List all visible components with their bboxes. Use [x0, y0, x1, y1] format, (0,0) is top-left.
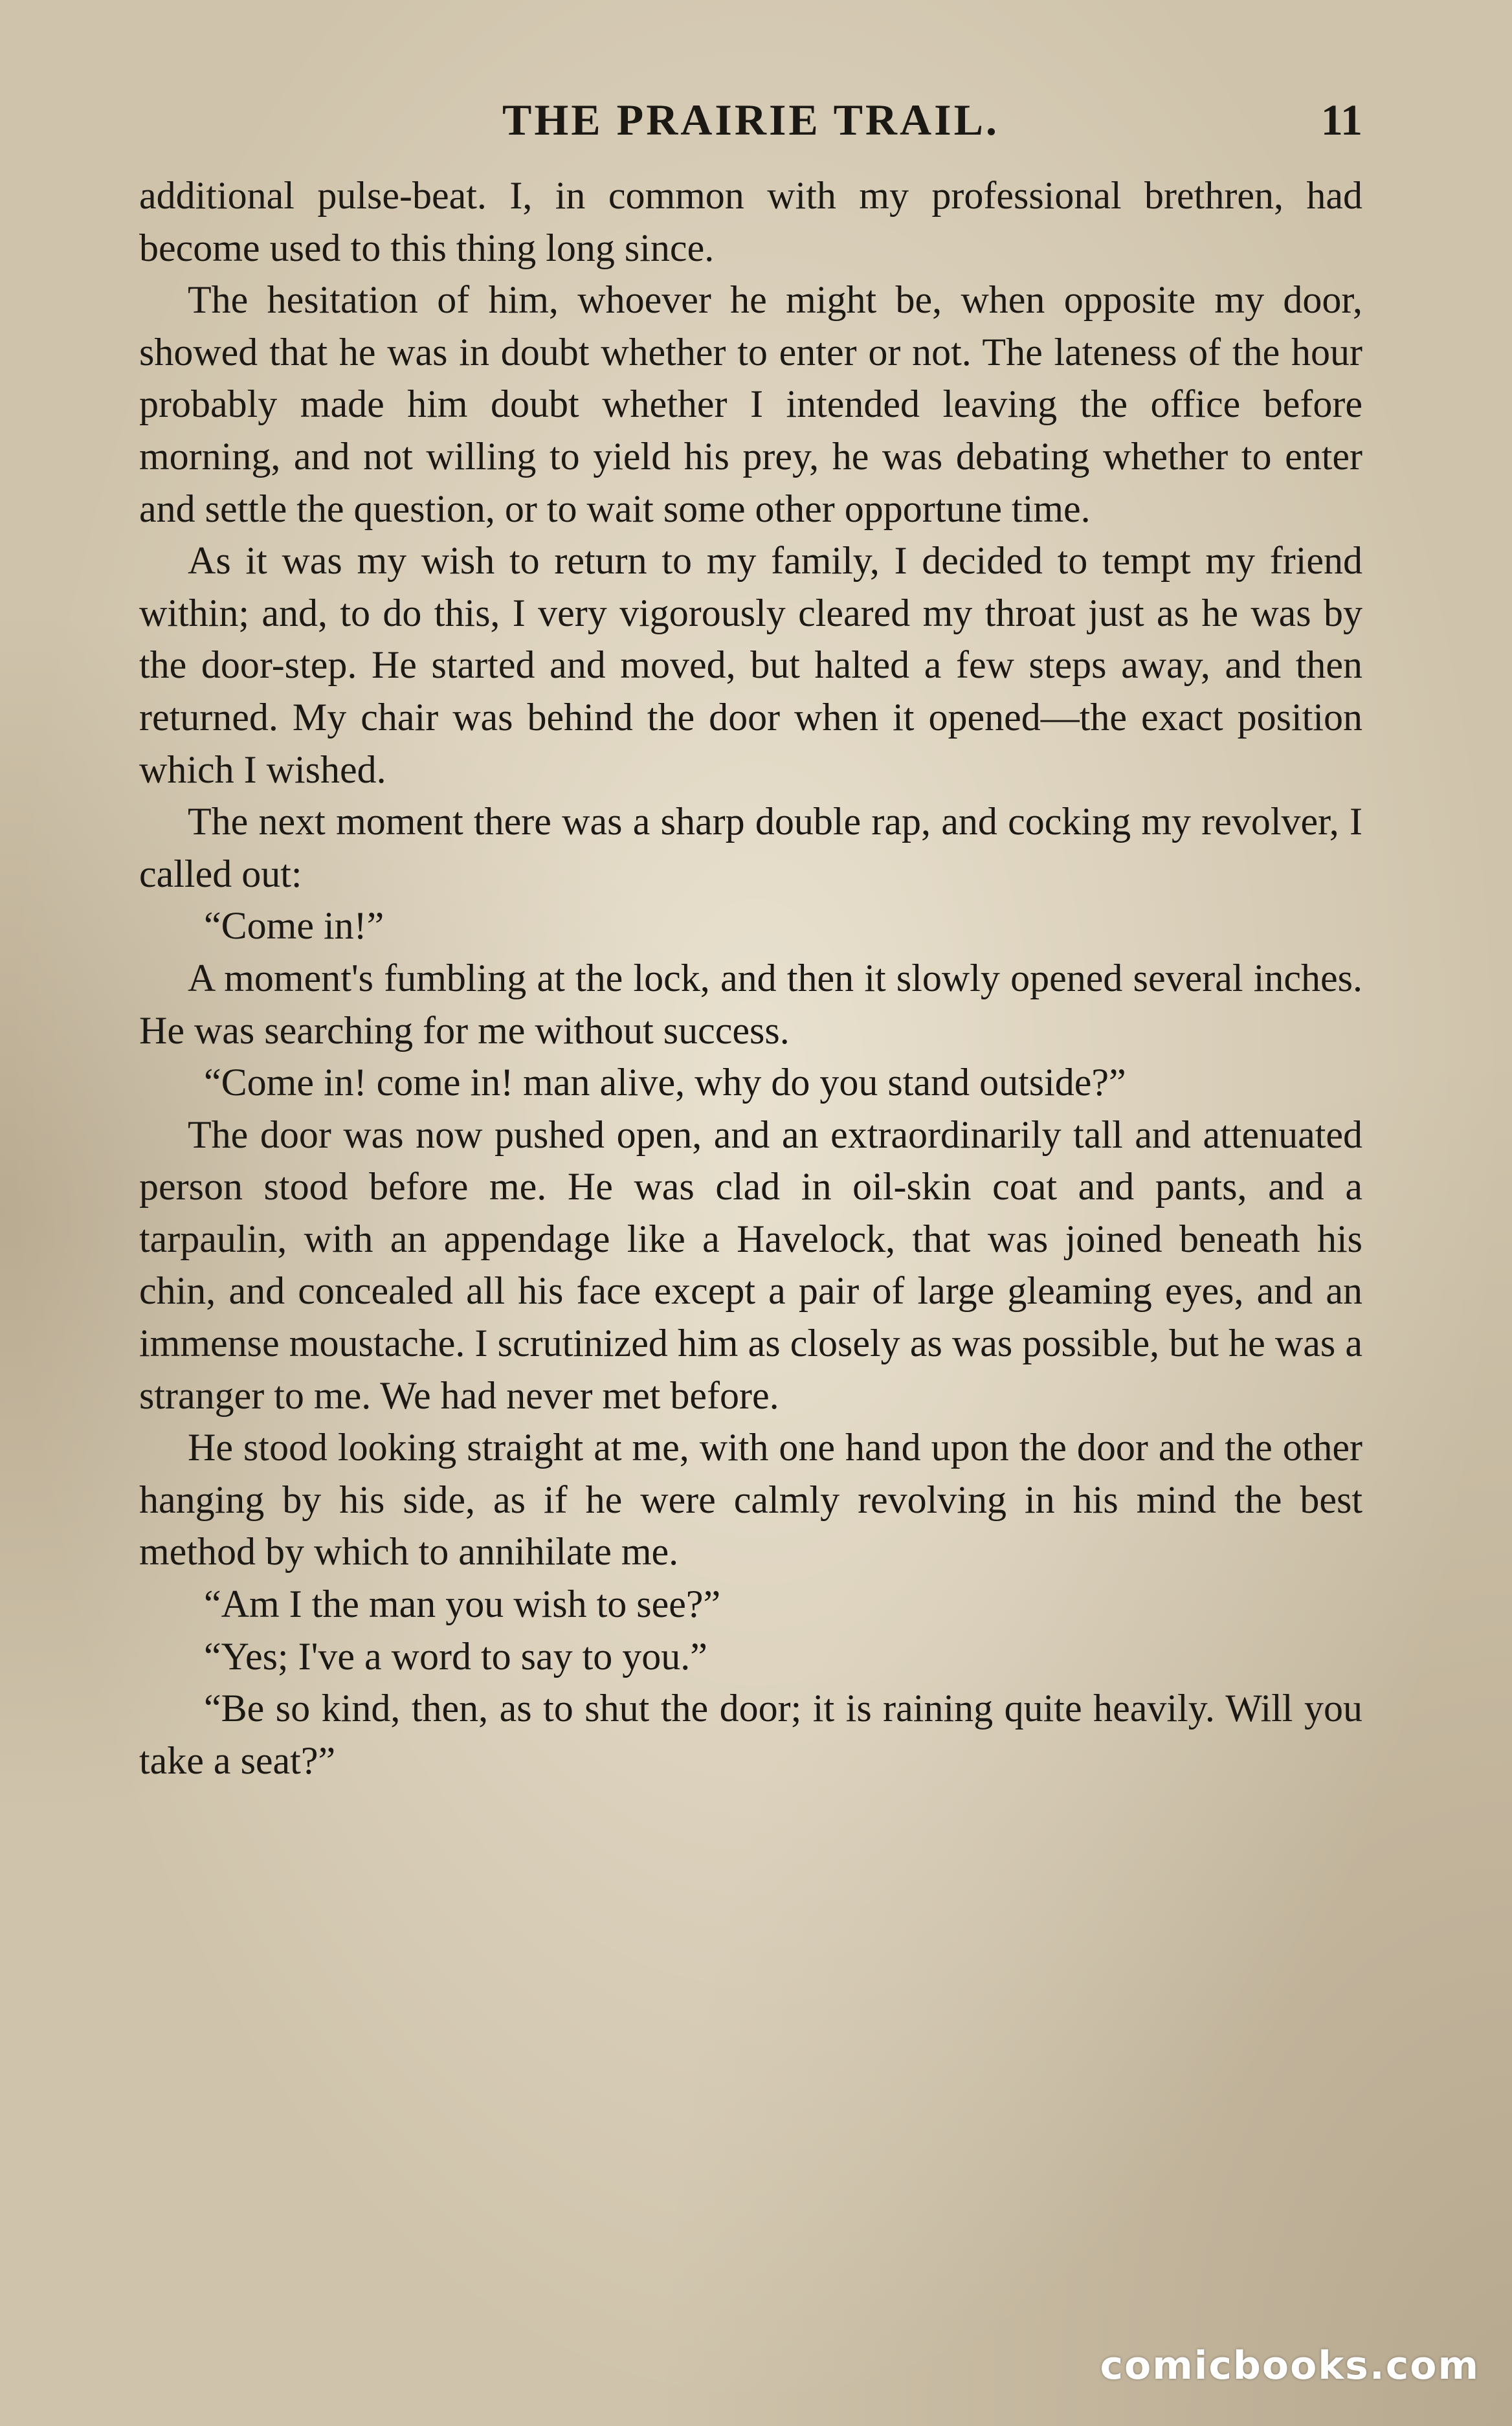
page-header [139, 84, 1362, 155]
dialog-line: “Yes; I've a word to say to you.” [204, 1634, 707, 1678]
paragraph: A moment's fumbling at the lock, and then it slowly opened several inches. He was searching for me without success. [139, 956, 1362, 1052]
running-head: THE PRAIRIE TRAIL. [502, 95, 999, 144]
dialog-line: “Am I the man you wish to see?” [204, 1583, 721, 1626]
body-text [139, 170, 1362, 1786]
paragraph: He stood looking straight at me, with one hand upon the door and the other hanging by his side, as if he were calmly revolving in his mind the best method by which to annihilate me. [139, 1426, 1362, 1574]
dialog-line: “Come in! come in! man alive, why do you stand outside?” [204, 1061, 1126, 1104]
paragraph: The next moment there was a sharp double rap, and cocking my revolver, I called out: [139, 800, 1362, 895]
dialog-line: “Come in!” [204, 904, 384, 948]
watermark-text: comicbooks.com [1100, 2343, 1480, 2388]
paragraph-continuation: additional pulse-beat. I, in common with my professional brethren, had become used to this thing long since. [139, 174, 1362, 269]
page-number: 11 [1320, 95, 1362, 144]
dialog-line: “Be so kind, then, as to shut the door; it is raining quite heavily. Will you take a seat?” [139, 1687, 1362, 1782]
paragraph: The hesitation of him, whoever he might be, when opposite my door, showed that he was in doubt whether to enter or not. The lateness of the hour probably made him doubt whether I intended leaving the office before morning, and not willing to yield his prey, he was debating whether to enter and settle the question, or to wait some other opportune time. [139, 278, 1362, 530]
paragraph: The door was now pushed open, and an extraordinarily tall and attenuated person stood before me. He was clad in oil-skin coat and pants, and a tarpaulin, with an appendage like a Havelock, that was joined beneath his chin, and concealed all his face except a pair of large gleaming eyes, and an immense moustache. I scrutinized him as closely as was possible, but he was a stranger to me. We had never met before. [139, 1113, 1362, 1417]
paragraph: As it was my wish to return to my family, I decided to tempt my friend within; and, to do this, I very vigorously cleared my throat just as he was by the door-step. He started and moved, but halted a few steps away, and then returned. My chair was behind the door when it opened—the exact position which I wished. [139, 539, 1362, 791]
